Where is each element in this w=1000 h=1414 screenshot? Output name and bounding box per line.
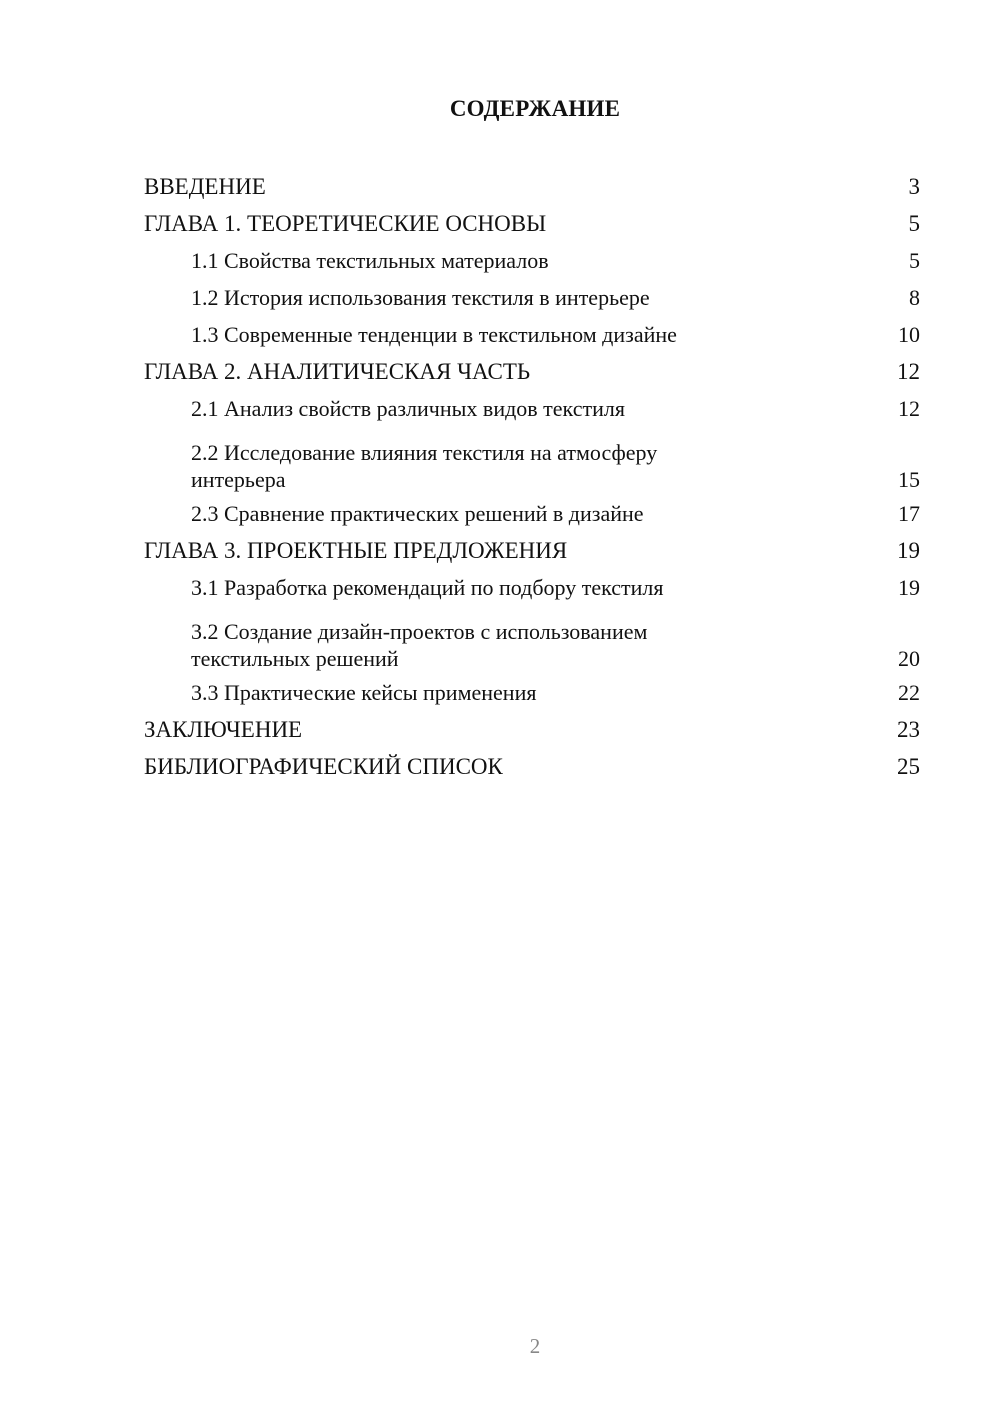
toc-entry-chapter-2[interactable]	[144, 353, 920, 390]
toc-entry-section-3-3[interactable]	[144, 674, 920, 711]
toc-entry-page: 5	[908, 211, 920, 236]
toc-entry-page: 19	[897, 538, 920, 563]
toc-entry-label: ГЛАВА 1. ТЕОРЕТИЧЕСКИЕ ОСНОВЫ	[144, 211, 547, 236]
toc-entry-label: ГЛАВА 3. ПРОЕКТНЫЕ ПРЕДЛОЖЕНИЯ	[144, 538, 568, 563]
toc-title: СОДЕРЖАНИЕ	[449, 96, 621, 121]
toc-entry-page: 19	[898, 575, 920, 600]
toc-entry-page: 12	[897, 359, 920, 384]
toc-entry-section-1-2[interactable]	[144, 279, 920, 316]
toc-entry-label: 1.3 Современные тенденции в текстильном дизайне	[191, 322, 677, 347]
toc-entry-label: БИБЛИОГРАФИЧЕСКИЙ СПИСОК	[144, 754, 503, 779]
toc-entry-page: 12	[898, 396, 920, 421]
toc-entry-page: 20	[898, 646, 920, 671]
toc-entry-label: 3.3 Практические кейсы применения	[191, 680, 537, 705]
toc-entry-page: 3	[908, 174, 920, 199]
toc-entry-bibliography[interactable]	[144, 748, 920, 785]
toc-entry-page: 17	[898, 501, 920, 526]
toc-entry-section-2-1[interactable]	[144, 390, 920, 427]
toc-entry-page: 5	[909, 248, 920, 273]
toc-entry-section-3-2[interactable]	[144, 606, 920, 674]
page-number: 2	[529, 1334, 541, 1358]
toc-entry-section-1-3[interactable]	[144, 316, 920, 353]
toc-entry-label: 2.3 Сравнение практических решений в дизайне	[191, 501, 644, 526]
toc-entry-label: ВВЕДЕНИЕ	[144, 174, 266, 199]
toc-entry-page: 25	[897, 754, 920, 779]
toc-entry-chapter-3[interactable]	[144, 532, 920, 569]
toc-entry-section-2-2[interactable]	[144, 427, 920, 495]
toc-entry-conclusion[interactable]	[144, 711, 920, 748]
toc-entry-section-1-1[interactable]	[144, 242, 920, 279]
toc-entry-section-3-1[interactable]	[144, 569, 920, 606]
toc-entry-page: 22	[898, 680, 920, 705]
toc-entry-label: 3.2 Создание дизайн-проектов с использованием текстильных решений	[191, 619, 648, 671]
toc-entry-page: 10	[898, 322, 920, 347]
toc-entry-section-2-3[interactable]	[144, 495, 920, 532]
toc-entry-page: 8	[909, 285, 920, 310]
toc-entry-label: ГЛАВА 2. АНАЛИТИЧЕСКАЯ ЧАСТЬ	[144, 359, 531, 384]
toc-entry-label: 2.1 Анализ свойств различных видов текстиля	[191, 396, 625, 421]
toc-entry-page: 15	[898, 467, 920, 492]
toc-entry-label: 2.2 Исследование влияния текстиля на атмосферу интерьера	[191, 440, 658, 492]
table-of-contents	[144, 168, 920, 785]
toc-entry-label: ЗАКЛЮЧЕНИЕ	[144, 717, 303, 742]
toc-entry-label: 1.2 История использования текстиля в интерьере	[191, 285, 650, 310]
toc-entry-label: 1.1 Свойства текстильных материалов	[191, 248, 549, 273]
toc-entry-label: 3.1 Разработка рекомендаций по подбору текстиля	[191, 575, 664, 600]
toc-entry-introduction[interactable]	[144, 168, 920, 205]
toc-entry-chapter-1[interactable]	[144, 205, 920, 242]
toc-entry-page: 23	[897, 717, 920, 742]
